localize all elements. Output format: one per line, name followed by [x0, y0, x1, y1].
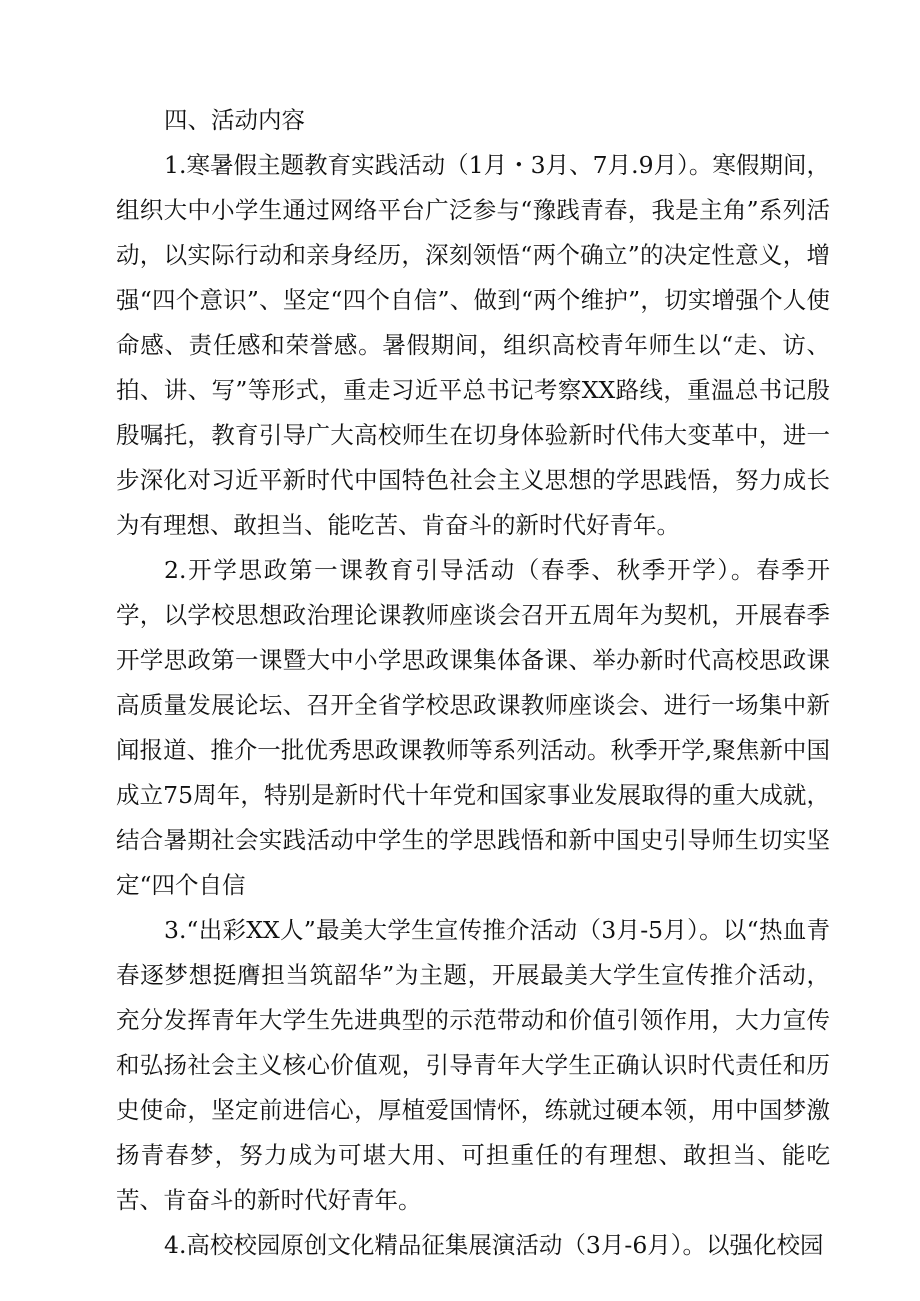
document-body: [116, 98, 830, 1268]
paragraph-2: 2.开学思政第一课教育引导活动（春季、秋季开学）。春季开学，以学校思想政治理论课教师座谈会召开五周年为契机，开展春季开学思政第一课暨大中小学思政课集体备课、举办新时代高校思政课高质量发展论坛、召开全省学校思政课教师座谈会、进行一场集中新闻报道、推介一批优秀思政课教师等系列活动。秋季开学,聚焦新中国成立75周年，特别是新时代十年党和国家事业发展取得的重大成就，结合暑期社会实践活动中学生的学思践悟和新中国史引导师生切实坚定“四个自信: [116, 556, 830, 899]
paragraph-1: 1.寒暑假主题教育实践活动（1月・3月、7月.9月）。寒假期间，组织大中小学生通过网络平台广泛参与“豫践青春，我是主角”系列活动，以实际行动和亲身经历，深刻领悟“两个确立”的决定性意义，增强“四个意识”、坚定“四个自信”、做到“两个维护”，切实增强个人使命感、责任感和荣誉感。暑假期间，组织高校青年师生以“走、访、拍、讲、写”等形式，重走习近平总书记考察XX路线，重温总书记殷殷嘱托，教育引导广大高校师生在切身体验新时代伟大变革中，进一步深化对习近平新时代中国特色社会主义思想的学思践悟，努力成长为有理想、敢担当、能吃苦、肯奋斗的新时代好青年。: [116, 151, 830, 539]
paragraph-4: 4.高校校园原创文化精品征集展演活动（3月-6月）。以强化校园: [164, 1231, 824, 1259]
section-heading: 四、活动内容: [164, 106, 305, 134]
paragraph-3: 3.“出彩XX人”最美大学生宣传推介活动（3月-5月）。以“热血青春逐梦想挺膺担当筑韶华”为主题，开展最美大学生宣传推介活动，充分发挥青年大学生先进典型的示范带动和价值引领作用，大力宣传和弘扬社会主义核心价值观，引导青年大学生正确认识时代责任和历史使命，坚定前进信心，厚植爱国情怀，练就过硬本领，用中国梦激扬青春梦，努力成为可堪大用、可担重任的有理想、敢担当、能吃苦、肯奋斗的新时代好青年。: [116, 916, 830, 1214]
